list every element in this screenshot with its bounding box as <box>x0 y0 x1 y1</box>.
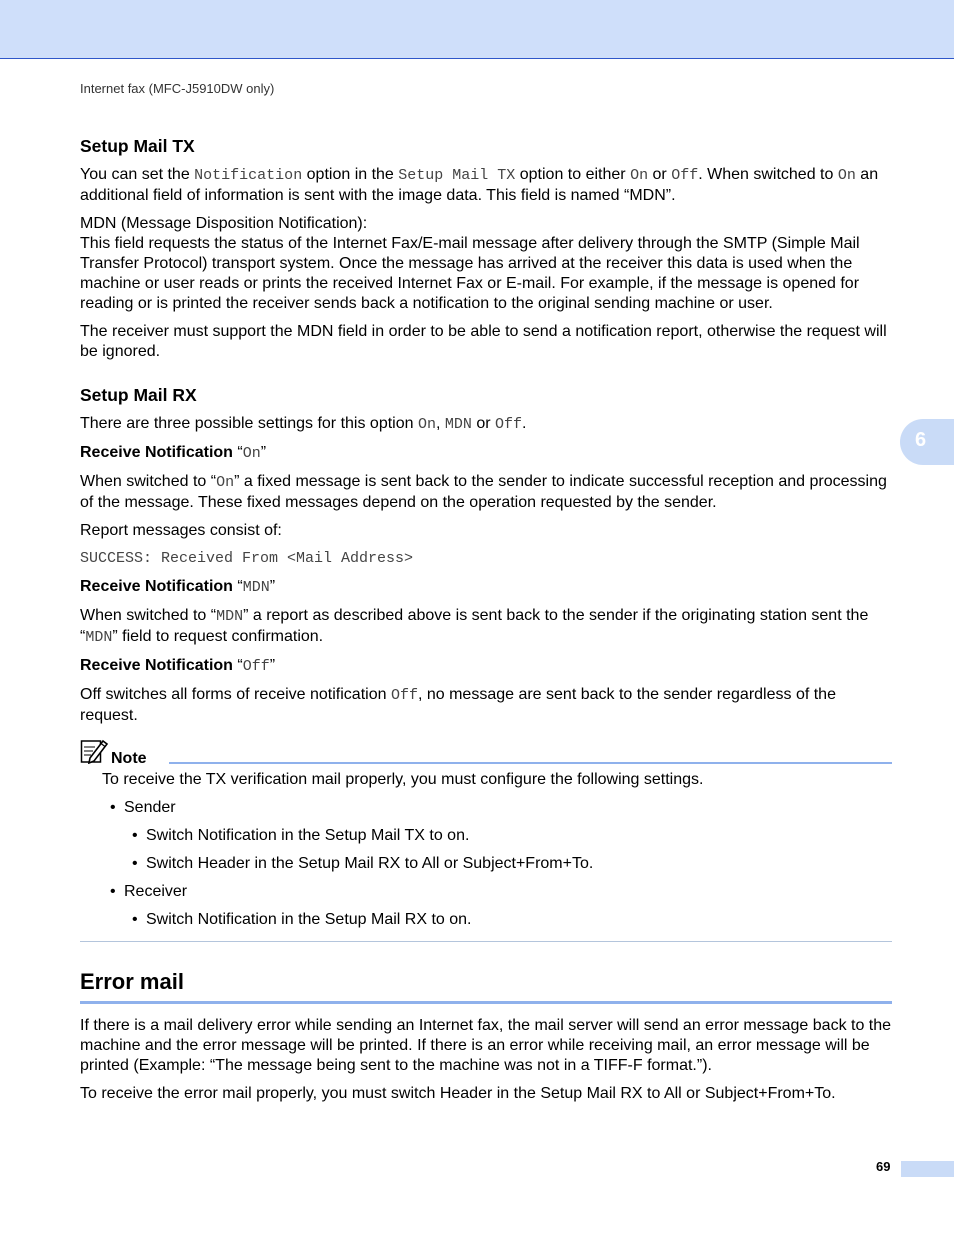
error-mail-paragraph-1: If there is a mail delivery error while sending an Internet fax, the mail server will send an error message back to the machine and the error message will be printed. If there is an error while receiving mail, an error message will be printed (Example: “The message being sent to the machine was not in a TIFF-F format.”). <box>80 1017 892 1074</box>
rx-on-paragraph: When switched to “On” a fixed message is sent back to the sender to indicate successful reception and processing of the message. These fixed messages depend on the operation requested by the sender. <box>80 473 887 511</box>
rx-mdn-heading: Receive Notification “MDN” <box>80 578 276 596</box>
bullet-sender-item: • Switch Header in the Setup Mail RX to All or Subject+From+To. <box>124 854 892 874</box>
note-intro: To receive the TX verification mail properly, you must configure the following settings. <box>102 771 704 788</box>
header-band <box>0 0 954 59</box>
note-label: Note <box>111 750 147 767</box>
bullet-receiver: • Receiver <box>102 882 892 902</box>
chapter-number: 6 <box>915 429 927 451</box>
footer-bar <box>901 1161 954 1177</box>
section-title-rx: Setup Mail RX <box>80 385 197 405</box>
report-code: SUCCESS: Received From <Mail Address> <box>80 550 414 567</box>
rx-off-heading: Receive Notification “Off” <box>80 657 276 675</box>
note-rule <box>169 762 892 764</box>
bullet-sender-item: • Switch Notification in the Setup Mail TX to on. <box>124 826 892 846</box>
note-box <box>80 744 892 942</box>
note-bottom-rule <box>80 941 892 942</box>
page-number: 69 <box>876 1159 891 1174</box>
chapter-tab <box>900 419 954 465</box>
rx-on-heading: Receive Notification “On” <box>80 444 267 462</box>
note-pencil-icon <box>80 738 108 764</box>
report-label: Report messages consist of: <box>80 522 282 539</box>
rx-intro: There are three possible settings for this option On, MDN or Off. <box>80 415 527 433</box>
rx-off-paragraph: Off switches all forms of receive notification Off, no message are sent back to the sender regardless of the request. <box>80 686 836 724</box>
tx-paragraph-2: MDN (Message Disposition Notification): This field requests the status of the Internet Fax/E-mail message after delivery through the SMTP (Simple Mail Transfer Protocol) transport system. Once the message has arrived at the receiver this data is used when the machine or user reads or prints the received Internet Fax or E-mail. For example, if the message is opened for reading or is printed the receiver sends back a notification to the original sending machine or user. <box>80 215 860 312</box>
page-content <box>80 136 892 1112</box>
tx-paragraph-3: The receiver must support the MDN field in order to be able to send a notification report, otherwise the request will be ignored. <box>80 323 887 360</box>
rx-mdn-paragraph: When switched to “MDN” a report as described above is sent back to the sender if the originating station sent the “MDN” field to request confirmation. <box>80 607 869 646</box>
section-title-error-mail: Error mail <box>80 969 892 1004</box>
error-mail-paragraph-2: To receive the error mail properly, you must switch Header in the Setup Mail RX to All or Subject+From+To. <box>80 1085 836 1102</box>
bullet-receiver-item: • Switch Notification in the Setup Mail RX to on. <box>124 910 892 930</box>
running-head: Internet fax (MFC-J5910DW only) <box>80 81 275 96</box>
tx-paragraph-1: You can set the Notification option in the Setup Mail TX option to either On or Off. When switched to On an additional field of information is sent with the image data. This field is named “MDN”. <box>80 166 879 204</box>
bullet-sender: • Sender <box>102 798 892 818</box>
section-title-tx: Setup Mail TX <box>80 136 195 156</box>
